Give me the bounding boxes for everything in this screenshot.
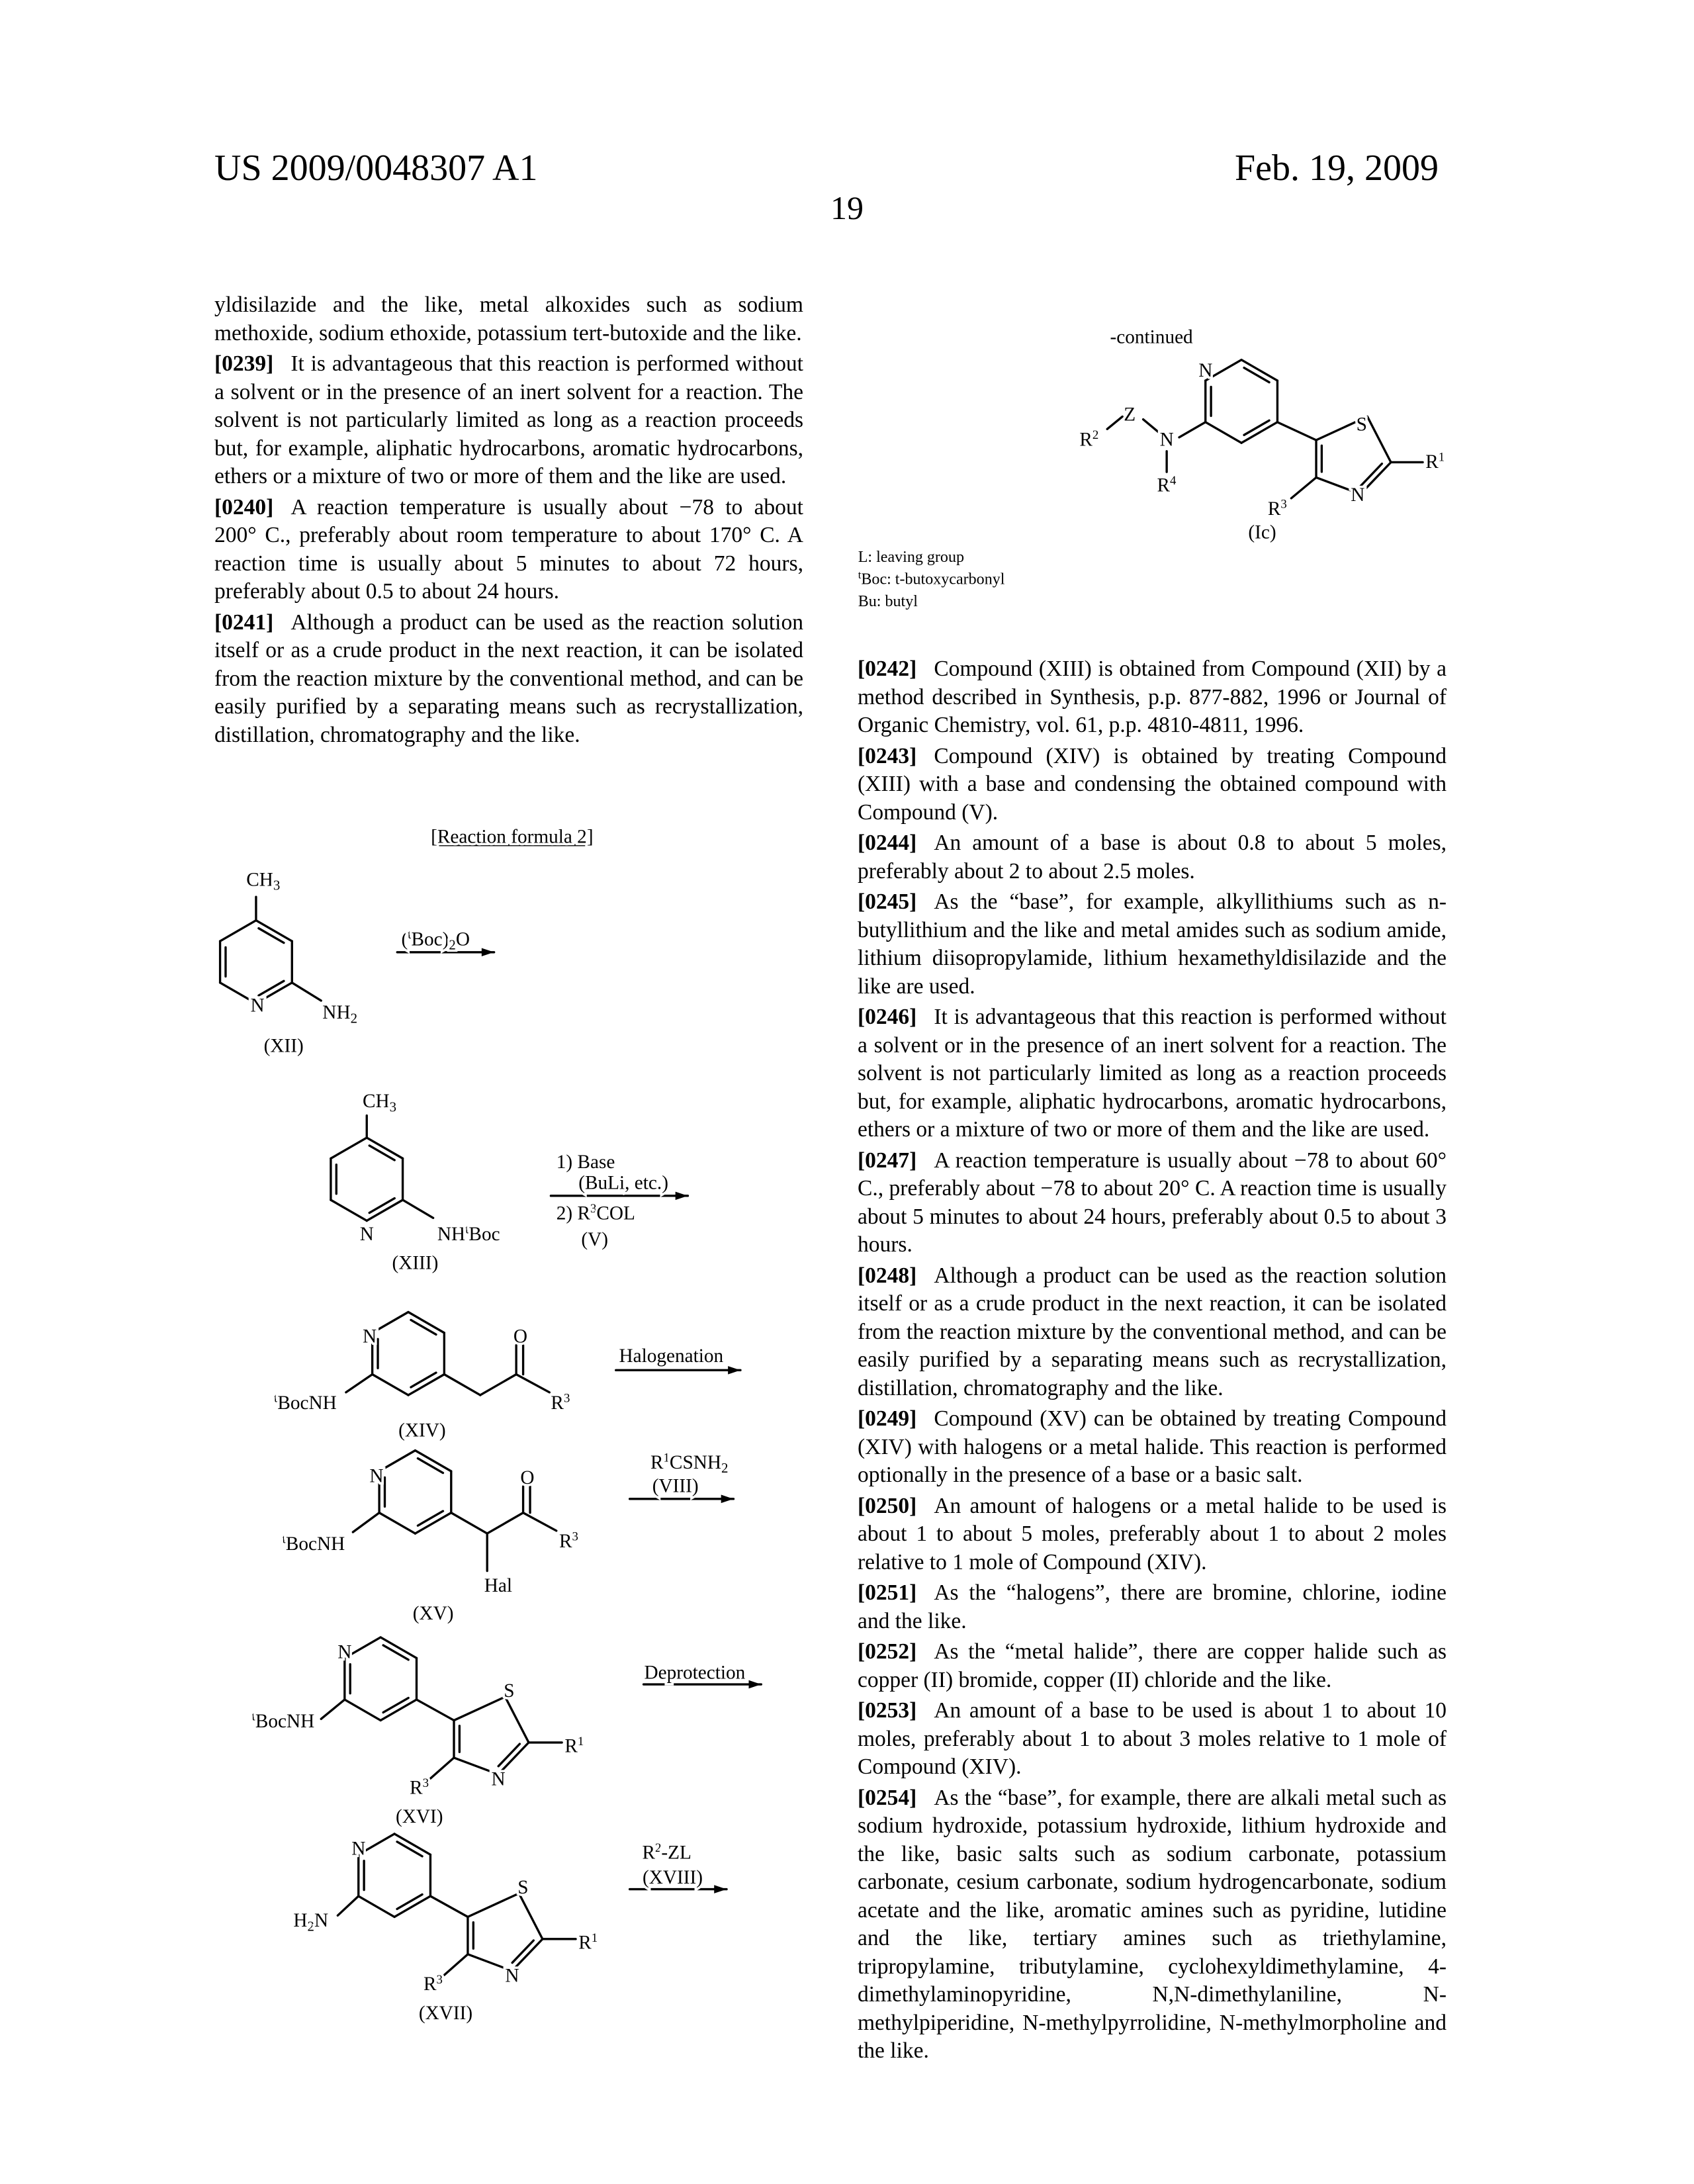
n-label: N [1351, 484, 1364, 506]
amine-n-label: N [1160, 429, 1174, 450]
bond [1143, 420, 1160, 433]
paragraph-text: Although a product can be used as the reaction solution itself or as a crude product in the next reaction, it can be isolated from the reaction mixture by the conventional method, and can be easily purified by a separating means such as recrystallization, distillation, chromatography and the like. [858, 1263, 1447, 1400]
r3-label: R3 [410, 1776, 429, 1798]
s-label: S [517, 1877, 528, 1898]
r3-label: R3 [1268, 497, 1287, 519]
paragraph-number: [0245] [858, 889, 916, 914]
paragraph-text: An amount of halogens or a metal halide to be used is about 1 to about 5 moles, preferably about 1 to about 2 moles relative to 1 mole of Compound (XIV). [858, 1494, 1447, 1574]
paragraph-text: As the “base”, for example, there are alkali metal such as sodium hydroxide, potassium hydroxide, lithium hydroxide and the like, basic salts such as sodium carbonate, potassium carbonate, cesium carbonate, sodium hydrogencarbonate, sodium acetate and the like, aromatic amines such as pyridine, lutidine and the like, tertiary amines such as triethylamine, tripropylamine, tributylamine, cyclohexyldimethylamine, 4-dimethylaminopyridine, N,N-dimethylaniline, N-methylpiperidine, N-methylpyrrolidine, N-methylmorpholine and the like. [858, 1786, 1447, 2064]
double-bond [418, 1511, 443, 1525]
paragraph-number: [0250] [858, 1494, 916, 1518]
bocnh-label: tBocNH [283, 1533, 345, 1555]
paragraph-text: yldisilazide and the like, metal alkoxides such as sodium methoxide, sodium ethoxide, potassium tert-butoxide and the like. [214, 293, 803, 345]
compound-xvii-label: (XVII) [419, 2003, 472, 2024]
r2-label: R2 [1079, 428, 1098, 450]
ring-bond [331, 1138, 367, 1158]
paragraph-text: As the “metal halide”, there are copper halide such as copper (II) bromide, copper (II) chloride and the like. [858, 1639, 1447, 1692]
double-bond [369, 1146, 394, 1160]
double-bond [259, 981, 284, 995]
thiazole-bond [505, 1697, 529, 1743]
bond-lines [220, 360, 1423, 1975]
arrow-head [676, 1192, 688, 1201]
paragraph-text: A reaction temperature is usually about −78 to about 60° C., preferably about −78 to about 20° C. A reaction time is usually about 5 minutes to about 24 hours, preferably about 0.5 to about 3 hours. [858, 1148, 1447, 1257]
arrow-head [482, 948, 494, 957]
paragraph-number: [0244] [858, 831, 916, 855]
double-bond [1244, 368, 1269, 383]
compound-xii-label: (XII) [264, 1035, 304, 1056]
s-label: S [1357, 414, 1367, 435]
footnote-boc: tBoc: t-butoxycarbonyl [858, 569, 1005, 588]
paragraph-number: [0246] [858, 1005, 916, 1029]
bond [444, 1954, 468, 1975]
ch3-label: CH3 [363, 1091, 396, 1115]
nhboc-label: NHtBoc [437, 1222, 500, 1244]
thiazole-bond [454, 1697, 505, 1721]
n-label: N [369, 1466, 383, 1487]
bocnh-label: tBocNH [252, 1709, 315, 1731]
hal-label: Hal [484, 1575, 512, 1596]
bond [337, 1896, 358, 1915]
arrow-head [728, 1366, 740, 1375]
r3-label: R3 [559, 1530, 578, 1552]
s-label: S [504, 1680, 514, 1702]
n-label: N [360, 1224, 374, 1245]
n-label: N [505, 1966, 519, 1987]
paragraph-number: [0242] [858, 657, 916, 681]
paragraph-text: An amount of a base is about 0.8 to about 5 moles, preferably about 2 to about 2.5 moles. [858, 831, 1447, 884]
arrow-head [721, 1495, 734, 1504]
bond [346, 1375, 373, 1392]
bond [1179, 422, 1206, 437]
ring-bond [359, 1896, 394, 1917]
reagent-deprotection: Deprotection [645, 1662, 746, 1684]
compound-xv-label: (XV) [413, 1603, 454, 1624]
z-label: Z [1124, 404, 1136, 426]
paragraph-text: Compound (XIV) is obtained by treating Compound (XIII) with a base and condensing the obtained compound with Compound (V). [858, 744, 1447, 825]
double-bond [411, 1373, 436, 1387]
bond [1291, 477, 1316, 498]
compound-xiii-label: (XIII) [392, 1253, 439, 1274]
bond [487, 1513, 523, 1533]
paragraph-number: [0239] [214, 351, 273, 376]
paragraph-number: [0252] [858, 1639, 916, 1664]
compound-xvi-label: (XVI) [396, 1806, 443, 1827]
nh2-label: NH2 [322, 1002, 357, 1026]
r1-label: R1 [578, 1931, 598, 1953]
paragraph-number: [0241] [214, 610, 273, 635]
paragraph-text: As the “halogens”, there are bromine, chlorine, iodine and the like. [858, 1580, 1447, 1633]
bond [417, 1700, 455, 1720]
double-bond [383, 1645, 408, 1660]
r4-label: R4 [1157, 474, 1177, 496]
paragraph-number: [0240] [214, 495, 273, 520]
n-label: N [363, 1326, 377, 1347]
double-bond [411, 1320, 436, 1334]
double-bond [1244, 420, 1269, 435]
reagent-base: 1) Base [557, 1152, 615, 1173]
thiazole-bond [1367, 416, 1391, 462]
arrow-head [749, 1680, 762, 1689]
r3-label: R3 [424, 1973, 443, 1995]
footnote-butyl: Bu: butyl [858, 593, 918, 610]
paragraph-number: [0251] [858, 1580, 916, 1605]
reagent-r3col: 2) R3COL [557, 1202, 635, 1224]
bocnh-label: tBocNH [274, 1391, 337, 1413]
bond [430, 1758, 454, 1778]
ring-bond [345, 1700, 380, 1720]
bond [523, 1513, 557, 1531]
publication-date: Feb. 19, 2009 [1235, 147, 1439, 189]
publication-number: US 2009/0048307 A1 [214, 147, 538, 189]
paragraph-number: [0253] [858, 1698, 916, 1723]
paragraph-text: It is advantageous that this reaction is performed without a solvent or in the presence of an inert solvent for a reaction. The solvent is not particularly limited as long as a reaction proceeds but, for example, aliphatic hydrocarbons, aromatic hydrocarbons, ethers or a mixture of two or more of them and the like are used. [858, 1005, 1447, 1142]
paragraph-text: Although a product can be used as the reaction solution itself or as a crude product in the next reaction, it can be isolated from the reaction mixture by the conventional method, and can be easily purified by a separating means such as recrystallization, distillation, chromatography and the like. [214, 610, 803, 747]
n-label: N [251, 995, 265, 1017]
paragraph-text: Compound (XIII) is obtained from Compound (XII) by a method described in Synthesis, p.p. 877-882, 1996 or Journal of Organic Chemistry, vol. 61, p.p. 4810-4811, 1996. [858, 657, 1447, 737]
double-bond [383, 1698, 408, 1713]
ring-bond [379, 1451, 415, 1471]
bond [1107, 416, 1122, 429]
compound-xiv-label: (XIV) [398, 1420, 446, 1441]
paragraph-text: Compound (XV) can be obtained by treating Compound (XIV) with halogens or a metal halide. This reaction is performed optionally in the presence of a base or a basic salt. [858, 1406, 1447, 1487]
arrow-head [714, 1885, 727, 1893]
paragraph-number: [0254] [858, 1786, 916, 1810]
bond [516, 1375, 549, 1392]
thiazole-bond [1360, 462, 1391, 494]
paragraph-number: [0249] [858, 1406, 916, 1431]
continued-label: -continued [1110, 327, 1194, 348]
double-bond [418, 1459, 443, 1473]
n-label: N [491, 1769, 505, 1790]
footnote-leaving-group: L: leaving group [858, 549, 964, 566]
paragraph-number: [0243] [858, 744, 916, 768]
paragraph-number: [0247] [858, 1148, 916, 1173]
bond [1277, 422, 1316, 440]
ring-bond [379, 1513, 415, 1533]
bond [444, 1375, 480, 1395]
double-bond [397, 1894, 422, 1909]
bond [292, 983, 321, 1001]
reagent-viii: (VIII) [652, 1475, 699, 1496]
reagent-v: (V) [581, 1229, 608, 1250]
bond [403, 1200, 433, 1218]
atom-labels [246, 327, 1445, 2025]
bond [321, 1700, 345, 1719]
n-label: N [351, 1838, 365, 1859]
paragraph-text: A reaction temperature is usually about −78 to about 200° C., preferably about room temperature to about 170° C. A reaction time is usually about 5 minutes to about 72 hours, preferably about 0.5 to about 24 hours. [214, 495, 803, 604]
paragraph-text: It is advantageous that this reaction is performed without a solvent or in the presence of an inert solvent for a reaction. The solvent is not particularly limited as long as a reaction proceeds but, for example, aliphatic hydrocarbons, aromatic hydrocarbons, ethers or a mixture of two or more of them and the like are used. [214, 351, 803, 488]
paragraph-text: An amount of a base to be used is about 1 to about 10 moles, preferably about 1 to about 3 moles relative to 1 mole of Compound (XIV). [858, 1698, 1447, 1779]
o-label: O [513, 1326, 527, 1347]
double-bond [259, 929, 284, 943]
reagent-r2zl: R2-ZL [642, 1841, 691, 1863]
n-label: N [1198, 360, 1212, 381]
bond [480, 1375, 516, 1395]
r1-label: R1 [1425, 450, 1445, 472]
double-bond [397, 1842, 422, 1856]
o-label: O [520, 1467, 534, 1488]
ring-bond [331, 1200, 367, 1220]
reagent-r1csnh2: R1CSNH2 [650, 1451, 728, 1476]
ring-bond [373, 1375, 408, 1395]
reaction-scheme [0, 0, 1694, 2184]
reagent-xviii: (XVIII) [643, 1867, 703, 1888]
r1-label: R1 [564, 1735, 584, 1756]
bond [451, 1513, 487, 1533]
ring-bond [220, 921, 256, 941]
scheme-title: [Reaction formula 2] [431, 827, 593, 848]
page-number: 19 [0, 189, 1694, 227]
reagent-buli: (BuLi, etc.) [578, 1172, 668, 1193]
thiazole-bond [468, 1893, 519, 1917]
compound-ic-label: (Ic) [1248, 522, 1276, 543]
reagent-boc2o: (tBoc)2O [402, 928, 470, 953]
double-bond [369, 1199, 394, 1213]
bond [430, 1896, 468, 1917]
paragraph-number: [0248] [858, 1263, 916, 1288]
ring-bond [373, 1312, 408, 1333]
reagent-halogenation: Halogenation [619, 1345, 724, 1367]
r3-label: R3 [551, 1391, 570, 1413]
paragraph-text: As the “base”, for example, alkyllithiums such as n-butyllithium and the like and metal amides such as sodium amide, lithium diisopropylamide, lithium hexamethyldisilazide and the like are used. [858, 889, 1447, 999]
ring-bond [1206, 422, 1241, 443]
bond [353, 1513, 379, 1532]
h2n-label: H2N [293, 1910, 328, 1934]
thiazole-bond [519, 1893, 543, 1939]
ch3-label: CH3 [246, 869, 280, 893]
n-label: N [337, 1641, 351, 1662]
